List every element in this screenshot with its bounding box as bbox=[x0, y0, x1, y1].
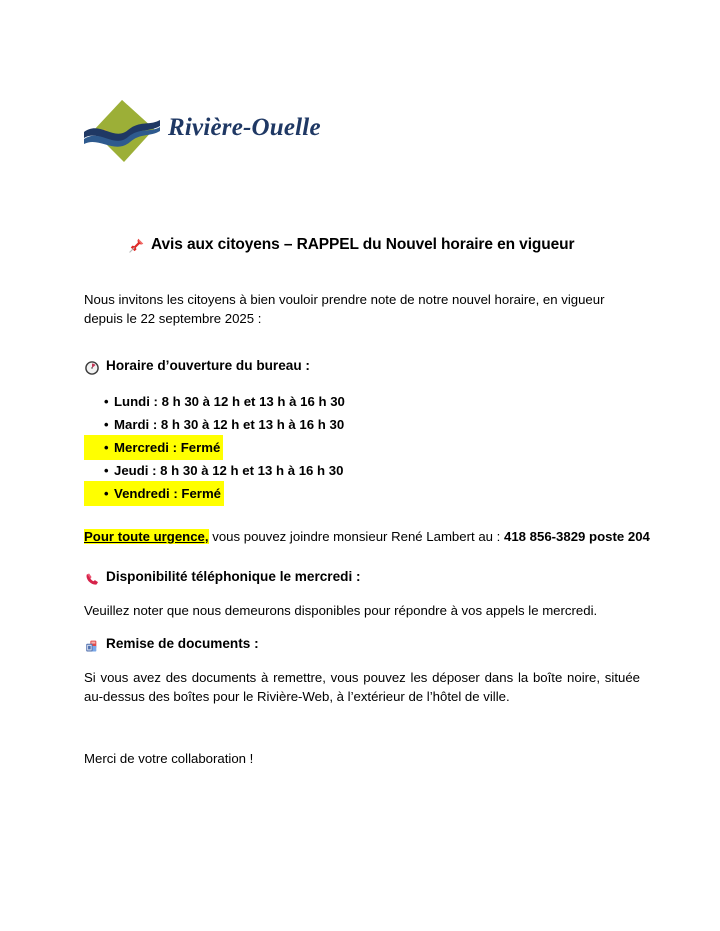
hours-item-label: Vendredi : Fermé bbox=[114, 486, 221, 501]
urgency-body: vous pouvez joindre monsieur René Lambert au : bbox=[208, 529, 504, 544]
postbox-icon bbox=[84, 638, 100, 655]
closing-paragraph: Merci de votre collaboration ! bbox=[84, 751, 254, 766]
telephone-icon bbox=[84, 571, 100, 588]
documents-heading-text: Remise de documents : bbox=[106, 636, 259, 651]
riviere-ouelle-diamond-icon bbox=[84, 98, 160, 166]
bullet-glyph: • bbox=[104, 417, 109, 432]
list-item bbox=[84, 435, 504, 458]
page-title bbox=[128, 236, 574, 255]
list-item bbox=[84, 458, 504, 481]
urgency-paragraph bbox=[84, 527, 692, 546]
intro-paragraph: Nous invitons les citoyens à bien vouloir prendre note de notre nouvel horaire, en vigueur depuis le 22 septembre 2025 : bbox=[84, 292, 605, 326]
bullet-glyph: • bbox=[104, 394, 109, 409]
logo-wordmark: Rivière-Ouelle bbox=[168, 114, 321, 141]
list-item bbox=[84, 389, 504, 412]
highlighted-hours-item bbox=[84, 481, 224, 506]
urgency-contact: 418 856-3829 poste 204 bbox=[503, 529, 650, 544]
bullet-glyph: • bbox=[104, 486, 109, 501]
hours-item-label: Lundi : 8 h 30 à 12 h et 13 h à 16 h 30 bbox=[114, 394, 345, 409]
organization-logo bbox=[84, 98, 404, 168]
hours-item-label: Mardi : 8 h 30 à 12 h et 13 h à 16 h 30 bbox=[114, 417, 345, 432]
clock-icon bbox=[84, 360, 100, 377]
highlighted-hours-item bbox=[84, 435, 223, 460]
list-item bbox=[84, 481, 504, 504]
phone-section-heading bbox=[84, 569, 361, 588]
office-hours-list bbox=[84, 389, 504, 504]
phone-paragraph: Veuillez noter que nous demeurons disponibles pour répondre à vos appels le mercredi. bbox=[84, 603, 598, 618]
hours-section-heading bbox=[84, 358, 310, 377]
hours-item-label: Mercredi : Fermé bbox=[114, 440, 221, 455]
list-item bbox=[84, 412, 504, 435]
page-title-text: Avis aux citoyens – RAPPEL du Nouvel horaire en vigueur bbox=[151, 236, 575, 253]
bullet-glyph: • bbox=[104, 463, 109, 478]
documents-paragraph: Si vous avez des documents à remettre, vous pouvez les déposer dans la boîte noire, située au-dessus des boîtes pour le Rivière-Web, à l’extérieur de l’hôtel de ville. bbox=[84, 670, 640, 704]
bullet-glyph: • bbox=[104, 440, 109, 455]
urgency-lead: Pour toute urgence, bbox=[84, 529, 209, 544]
pushpin-icon bbox=[128, 237, 145, 255]
phone-heading-text: Disponibilité téléphonique le mercredi : bbox=[106, 569, 361, 584]
hours-heading-text: Horaire d’ouverture du bureau : bbox=[106, 358, 310, 373]
documents-section-heading bbox=[84, 636, 259, 655]
hours-item-label: Jeudi : 8 h 30 à 12 h et 13 h à 16 h 30 bbox=[114, 463, 344, 478]
